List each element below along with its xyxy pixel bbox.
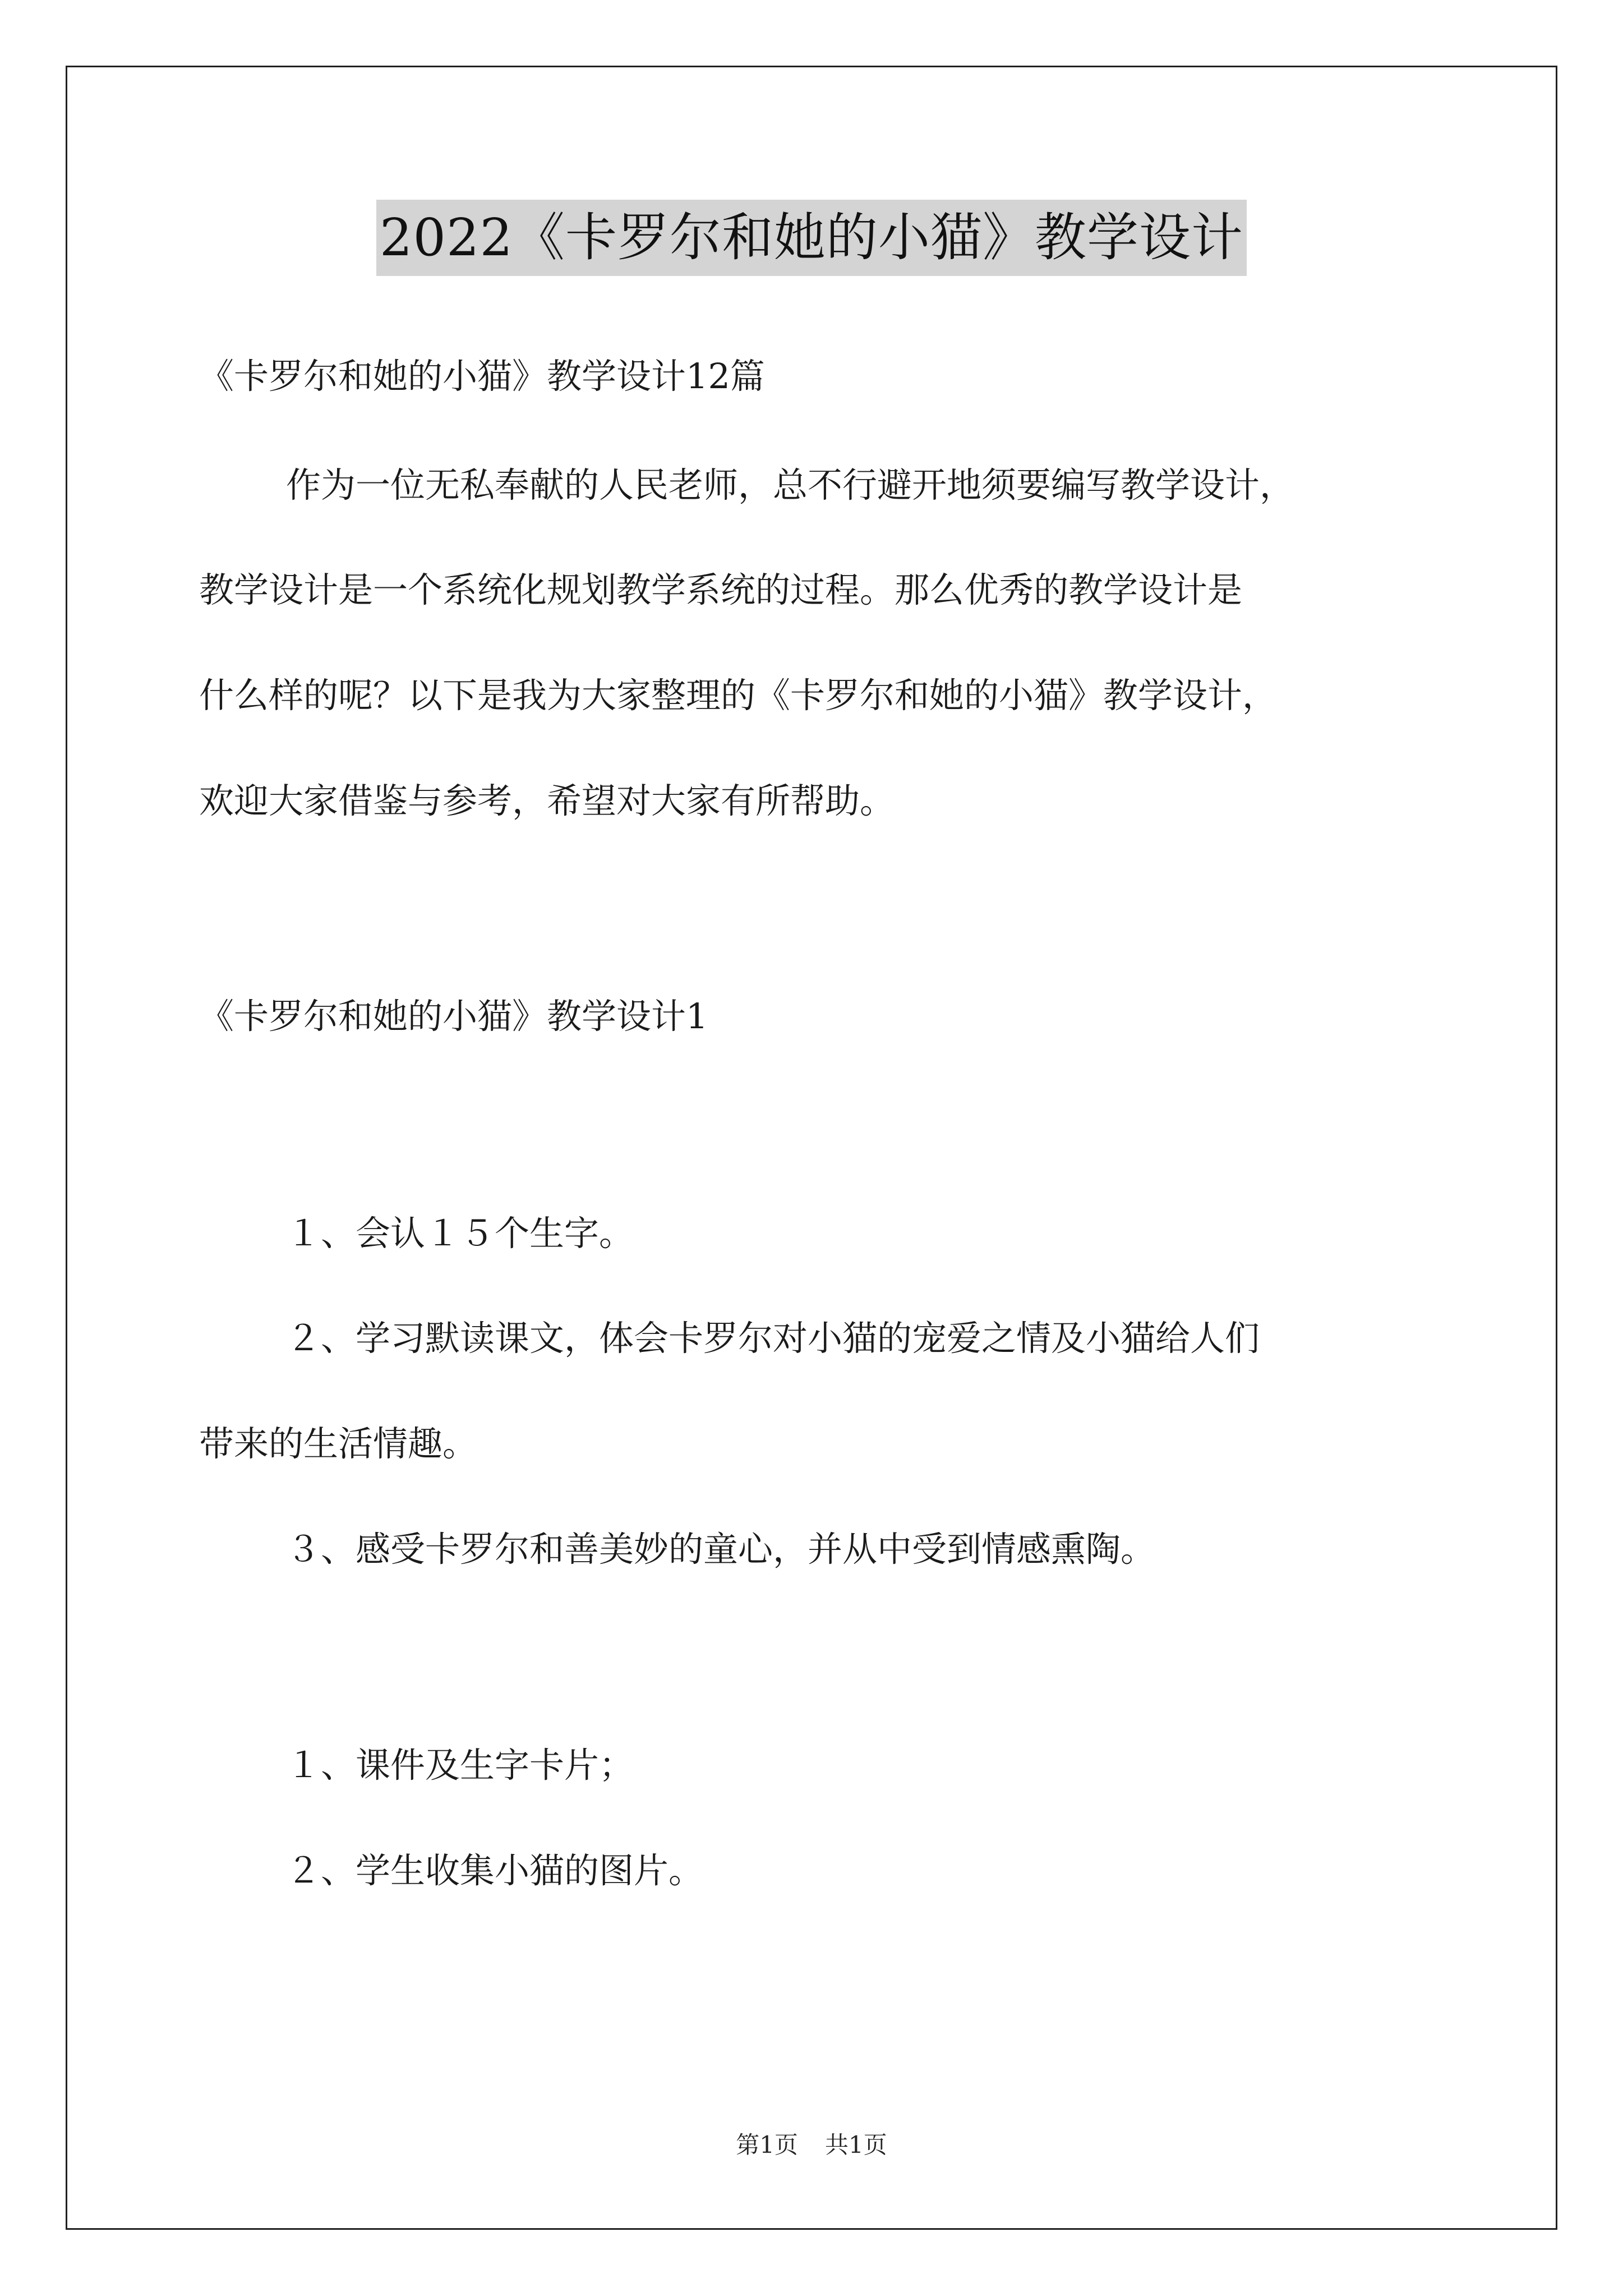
goal-item-1: １、会认１５个生字。 — [286, 1213, 634, 1254]
intro-line-2: 教学设计是一个系统化规划教学系统的过程。那么优秀的教学设计是 — [199, 569, 1243, 610]
page-footer — [0, 2129, 1623, 2161]
section-heading: 《卡罗尔和她的小猫》教学设计1 — [199, 996, 708, 1037]
title-container — [0, 200, 1623, 276]
intro-line-1: 作为一位无私奉献的人民老师，总不行避开地须要编写教学设计， — [286, 464, 1295, 505]
preparation-item-2: ２、学生收集小猫的图片。 — [286, 1850, 704, 1891]
goal-item-2: ２、学习默读课文，体会卡罗尔对小猫的宠爱之情及小猫给人们 — [286, 1318, 1260, 1359]
document-title: 2022《卡罗尔和她的小猫》教学设计 — [376, 200, 1247, 276]
page-number-total: 共1页 — [825, 2131, 887, 2159]
document-subtitle: 《卡罗尔和她的小猫》教学设计12篇 — [199, 356, 765, 397]
goal-item-2-continued: 带来的生活情趣。 — [199, 1423, 478, 1464]
preparation-item-1: １、课件及生字卡片； — [286, 1745, 634, 1786]
intro-line-3: 什么样的呢？以下是我为大家整理的《卡罗尔和她的小猫》教学设计， — [199, 675, 1278, 716]
goal-item-3: ３、感受卡罗尔和善美妙的童心，并从中受到情感熏陶。 — [286, 1529, 1156, 1570]
page-number-current: 第1页 — [736, 2131, 798, 2159]
intro-line-4: 欢迎大家借鉴与参考，希望对大家有所帮助。 — [199, 780, 895, 821]
